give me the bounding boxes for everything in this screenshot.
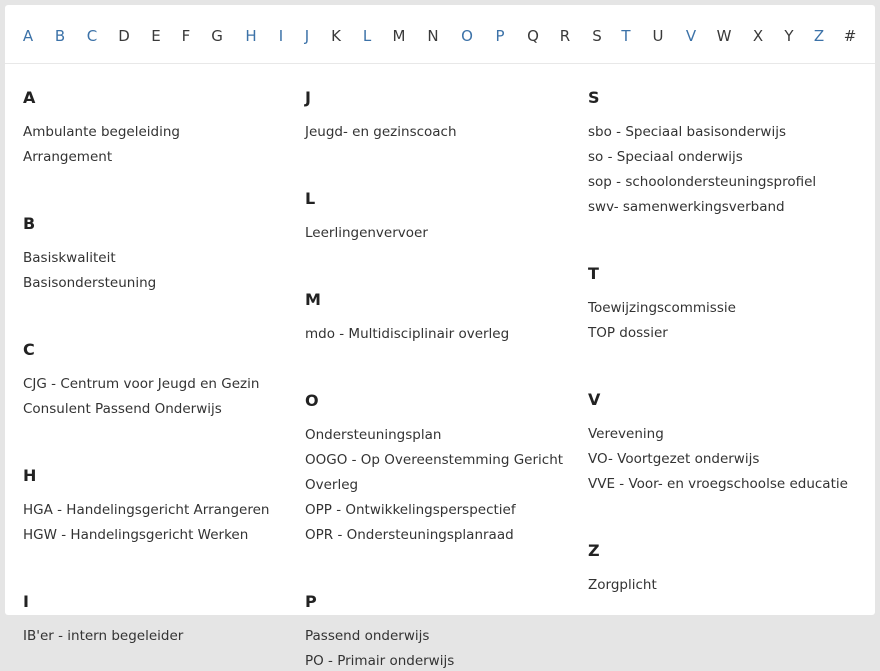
group-heading-m: M [305,290,321,309]
glossary-term[interactable]: Basiskwaliteit [23,250,116,266]
glossary-term[interactable]: Overleg [305,477,359,493]
alphabet-letter-v[interactable]: V [685,27,697,45]
alphabet-letter-n: N [427,27,439,45]
glossary-term[interactable]: CJG - Centrum voor Jeugd en Gezin [23,376,260,392]
alphabet-letter-h[interactable]: H [245,27,257,45]
alphabet-letter-hash: # [843,27,857,45]
alphabet-letter-s: S [592,27,602,45]
group-heading-j: J [305,88,311,107]
glossary-term[interactable]: Consulent Passend Onderwijs [23,401,222,417]
group-heading-h: H [23,466,37,485]
glossary-term[interactable]: Verevening [588,426,664,442]
group-heading-p: P [305,592,317,611]
group-heading-z: Z [588,541,600,560]
alphabet-letter-a[interactable]: A [22,27,34,45]
glossary-term[interactable]: OPP - Ontwikkelingsperspectief [305,502,516,518]
alphabet-letter-r: R [559,27,571,45]
alphabet-letter-u: U [652,27,664,45]
alphabet-letter-t[interactable]: T [621,27,631,45]
glossary-term[interactable]: VVE - Voor- en vroegschoolse educatie [588,476,848,492]
alphabet-letter-g: G [211,27,223,45]
group-heading-o: O [305,391,319,410]
alphabet-letter-q: Q [527,27,539,45]
glossary-term[interactable]: Basisondersteuning [23,275,157,291]
glossary-term[interactable]: Ambulante begeleiding [23,124,180,140]
group-heading-c: C [23,340,35,359]
glossary-term[interactable]: HGA - Handelingsgericht Arrangeren [23,502,270,518]
alphabet-letter-w: W [716,27,732,45]
group-heading-a: A [23,88,36,107]
group-heading-v: V [588,390,601,409]
glossary-term[interactable]: Leerlingenvervoer [305,225,428,241]
group-heading-l: L [305,189,316,208]
glossary-term[interactable]: Arrangement [23,149,113,165]
alphabet-letter-b[interactable]: B [54,27,66,45]
alphabet-letter-z[interactable]: Z [813,27,825,45]
glossary-term[interactable]: OPR - Ondersteuningsplanraad [305,527,514,543]
alphabet-letter-i[interactable]: I [278,27,284,45]
alphabet-letter-l[interactable]: L [362,27,372,45]
alphabet-letter-k: K [331,27,341,45]
glossary-term[interactable]: so - Speciaal onderwijs [588,149,743,165]
glossary-term[interactable]: VO- Voortgezet onderwijs [588,451,760,467]
alphabet-letter-p[interactable]: P [495,27,505,45]
group-heading-s: S [588,88,600,107]
alphabet-letter-j[interactable]: J [304,27,310,45]
glossary-term[interactable]: Passend onderwijs [305,628,430,644]
glossary-term[interactable]: Zorgplicht [588,577,657,593]
alphabet-letter-f: F [181,27,191,45]
glossary-term[interactable]: mdo - Multidisciplinair overleg [305,326,510,342]
glossary-term[interactable]: IB'er - intern begeleider [23,628,184,644]
glossary-term[interactable]: TOP dossier [588,325,668,341]
glossary-term[interactable]: OOGO - Op Overeenstemming Gericht [305,452,564,468]
glossary-term[interactable]: HGW - Handelingsgericht Werken [23,527,249,543]
alphabet-letter-c[interactable]: C [86,27,98,45]
group-heading-t: T [588,264,599,283]
glossary-term[interactable]: Jeugd- en gezinscoach [305,124,457,140]
group-heading-b: B [23,214,36,233]
alphabet-letter-x: X [752,27,764,45]
alphabet-letter-y: Y [784,27,794,45]
glossary-term[interactable]: sbo - Speciaal basisonderwijs [588,124,786,140]
glossary-card [5,5,875,669]
glossary-term[interactable]: sop - schoolondersteuningsprofiel [588,174,817,190]
group-heading-i: I [23,592,29,611]
alphabet-letter-m: M [392,27,406,45]
glossary-term[interactable]: Toewijzingscommissie [588,300,736,316]
glossary-term[interactable]: swv- samenwerkingsverband [588,199,785,215]
alphabet-nav [5,5,875,64]
alphabet-letter-o[interactable]: O [461,27,473,45]
glossary-term[interactable]: PO - Primair onderwijs [305,653,455,669]
alphabet-letter-e: E [151,27,161,45]
glossary-term[interactable]: Ondersteuningsplan [305,427,442,443]
alphabet-letter-d: D [118,27,130,45]
